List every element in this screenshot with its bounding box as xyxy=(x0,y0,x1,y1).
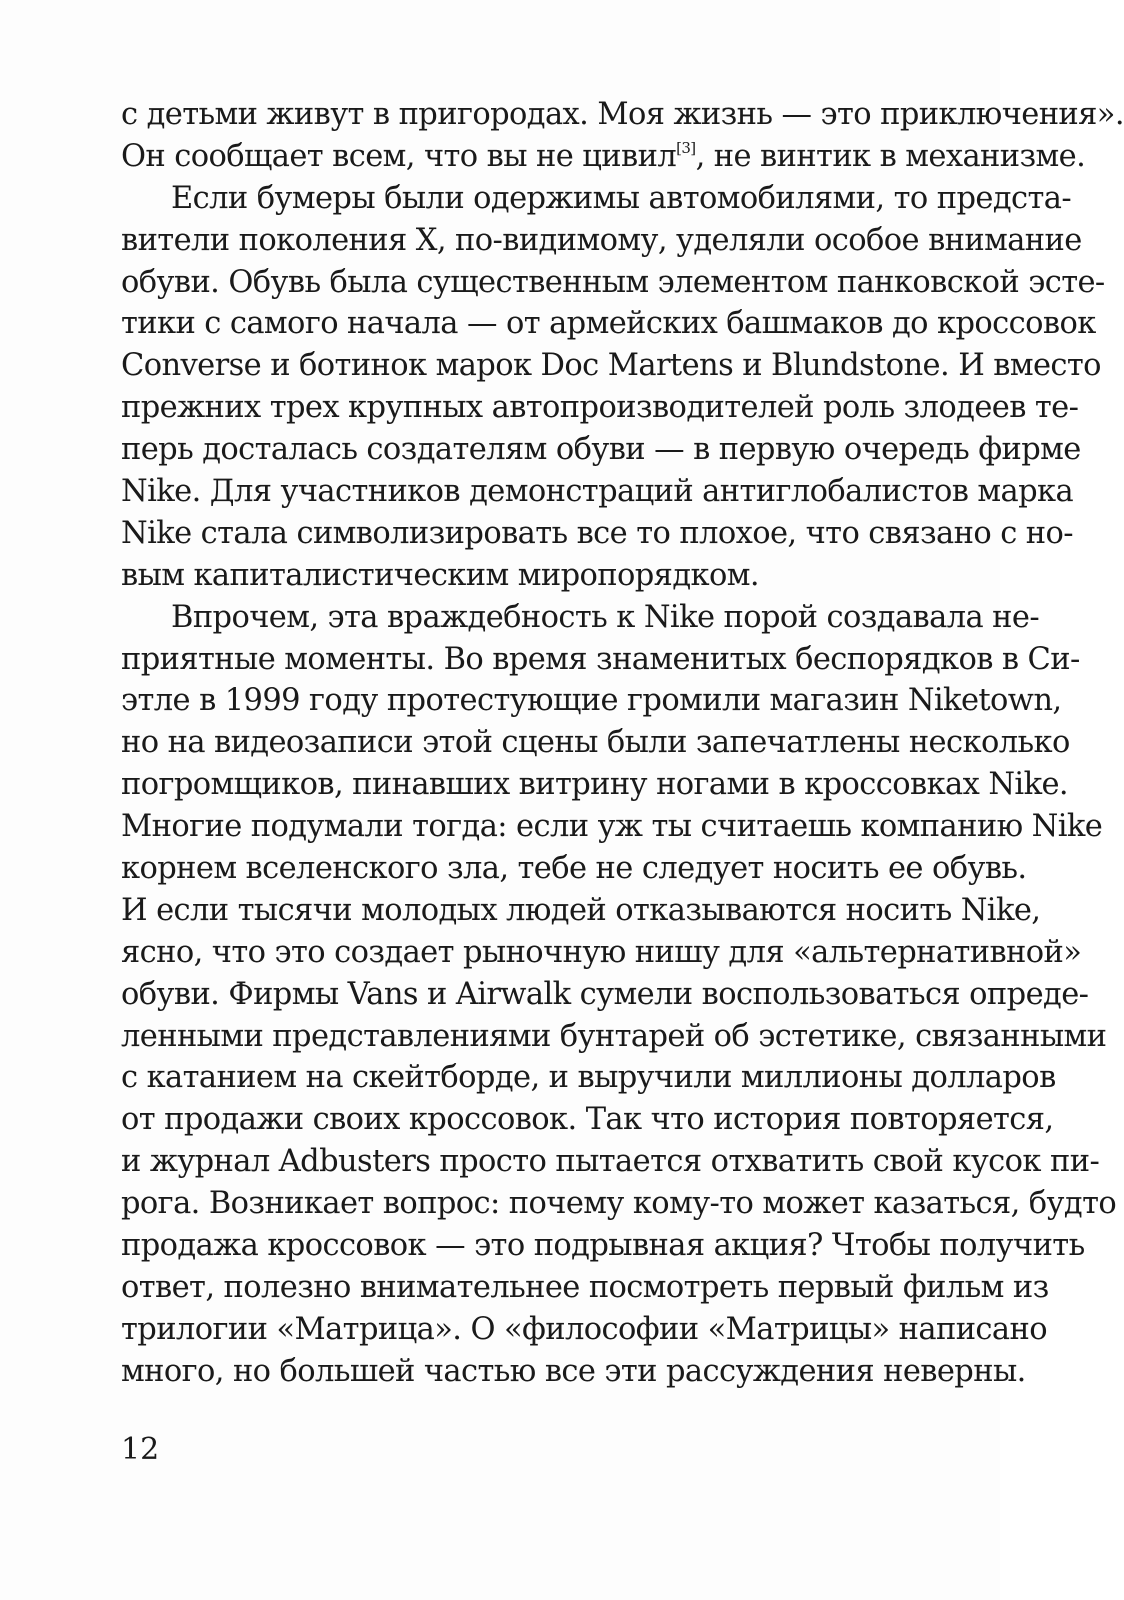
text-line: тики с самого начала — от армейских башмаков до кроссовок xyxy=(121,306,1096,342)
text-line: ленными представлениями бунтарей об эстетике, связанными xyxy=(121,1018,1107,1054)
text-line: приятные моменты. Во время знаменитых беспорядков в Си- xyxy=(121,641,1080,677)
text-line: много, но большей частью все эти рассуждения неверны. xyxy=(121,1353,1026,1389)
page-number: 12 xyxy=(121,1432,160,1467)
text-line: погромщиков, пинавших витрину ногами в кроссовках Nike. xyxy=(121,767,1068,803)
text-line: обуви. Обувь была существенным элементом панковской эсте- xyxy=(121,264,1105,300)
paragraph-first-line: Впрочем, эта враждебность к Nike порой создавала не- xyxy=(171,599,1040,635)
text-line: прежних трех крупных автопроизводителей роль злодеев те- xyxy=(121,390,1079,426)
text-line: рога. Возникает вопрос: почему кому-то может казаться, будто xyxy=(121,1186,1117,1222)
text-line: Converse и ботинок марок Doc Martens и Blundstone. И вместо xyxy=(121,348,1101,384)
text-line: перь досталась создателям обуви — в первую очередь фирме xyxy=(121,432,1081,468)
text-line: этле в 1999 году протестующие громили магазин Niketown, xyxy=(121,683,1062,719)
paragraph-first-line: Если бумеры были одержимы автомобилями, то предста- xyxy=(171,180,1072,216)
text-line: обуви. Фирмы Vans и Airwalk сумели воспользоваться опреде- xyxy=(121,976,1089,1012)
text-line: и журнал Adbusters просто пытается отхватить свой кусок пи- xyxy=(121,1144,1100,1180)
text-line: И если тысячи молодых людей отказываются носить Nike, xyxy=(121,892,1041,928)
body-text xyxy=(121,94,1124,1393)
text-line: с катанием на скейтборде, и выручили миллионы долларов xyxy=(121,1060,1056,1096)
text-line: Многие подумали тогда: если уж ты считаешь компанию Nike xyxy=(121,809,1103,845)
text-line: Nike. Для участников демонстраций антиглобалистов марка xyxy=(121,474,1074,510)
footnote-reference[interactable]: [3] xyxy=(676,138,696,157)
text-line: ответ, полезно внимательнее посмотреть первый фильм из xyxy=(121,1269,1049,1305)
text-line: вым капиталистическим миропорядком. xyxy=(121,557,759,593)
text-line: с детьми живут в пригородах. Моя жизнь — это приключения». xyxy=(121,97,1124,132)
text-line: продажа кроссовок — это подрывная акция? Чтобы получить xyxy=(121,1228,1085,1264)
text-line: трилогии «Матрица». О «философии «Матрицы» написано xyxy=(121,1311,1047,1347)
text-line: от продажи своих кроссовок. Так что история повторяется, xyxy=(121,1102,1054,1138)
text-line: вители поколения X, по-видимому, уделяли особое внимание xyxy=(121,222,1082,258)
text-line: корнем вселенского зла, тебе не следует носить ее обувь. xyxy=(121,851,1027,887)
text-line: Nike стала символизировать все то плохое, что связано с но- xyxy=(121,515,1073,551)
text-line: но на видеозаписи этой сцены были запечатлены несколько xyxy=(121,725,1070,761)
text-line xyxy=(121,136,1086,178)
text-line-part: , не винтик в механизме. xyxy=(695,138,1086,174)
text-line-part: Он сообщает всем, что вы не цивил xyxy=(121,138,677,174)
text-line: ясно, что это создает рыночную нишу для «альтернативной» xyxy=(121,934,1082,970)
